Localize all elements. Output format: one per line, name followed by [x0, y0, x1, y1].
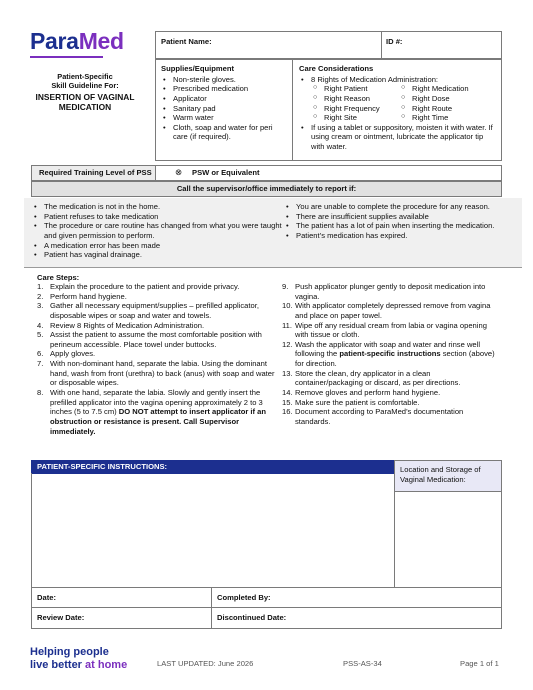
care-heading: Care Considerations [299, 64, 374, 73]
rights-right-list [401, 84, 469, 123]
guideline-title-block [20, 72, 150, 113]
report-item: • The medication is not in the home. [32, 202, 286, 212]
supplies-box [155, 59, 293, 161]
storage-label: Location and Storage of Vaginal Medication: [400, 465, 481, 484]
right-item: ○ Right Time [401, 113, 469, 123]
right-item: ○ Right Dose [401, 94, 469, 104]
right-item: ○ Right Patient [313, 84, 401, 94]
training-value-cell [155, 165, 502, 181]
date-label: Date: [37, 593, 56, 602]
report-item: • The patient has a lot of pain when inserting the medication. [284, 221, 509, 231]
supply-item: • Sanitary pad [161, 104, 288, 114]
review-date-label: Review Date: [37, 613, 85, 622]
care-step: 8. With one hand, separate the labia. Slowly and gently insert the prefilled applicator into the vagina opening approximately 2 to 3 inches (5 to 7.5 cm) DO NOT attempt to insert applicator if an obstruction or resistance is present. Call Supervisor immediately. [37, 388, 267, 436]
page-number: Page 1 of 1 [460, 659, 499, 668]
care-step: 5. Assist the patient to assume the most comfortable position with perineum accessible. Place towel under buttocks. [37, 330, 262, 349]
guideline-line2: Skill Guideline For: [51, 81, 119, 91]
care-steps-heading: Care Steps: [37, 273, 80, 282]
instructions-header-bar [31, 460, 395, 474]
right-item: ○ Right Frequency [313, 104, 401, 114]
right-item: ○ Right Medication [401, 84, 469, 94]
report-left-list [32, 202, 286, 260]
training-label-cell [31, 165, 156, 181]
skill-title-line2: MEDICATION [58, 102, 112, 113]
logo-med: Med [78, 28, 124, 54]
training-label: Required Training Level of PSS [39, 168, 152, 177]
right-item: ○ Right Site [313, 113, 401, 123]
report-item: • You are unable to complete the procedure for any reason. [284, 202, 509, 212]
supply-item: • Applicator [161, 94, 288, 104]
discontinued-date-field[interactable] [211, 607, 502, 629]
care-step: 15. Make sure the patient is comfortable. [282, 397, 420, 407]
care-step: 16. Document according to ParaMed’s documentation standards. [282, 407, 464, 426]
care-step: 7. With non-dominant hand, separate the labia. Using the dominant hand, wash from front (urethra) to back (anus) with soap and water or disposable wipes. [37, 359, 275, 388]
discontinued-date-label: Discontinued Date: [217, 613, 287, 622]
care-step: 3. Gather all necessary equipment/supplies – prefilled applicator, disposable wipes or soap and water and towels. [37, 301, 259, 320]
report-item: • There are insufficient supplies available [284, 212, 509, 222]
storage-text-area[interactable] [394, 491, 502, 588]
care-steps-left [37, 282, 277, 436]
care-step: 14. Remove gloves and perform hand hygiene. [282, 388, 441, 398]
report-item: • Patient’s medication has expired. [284, 231, 509, 241]
report-heading: Call the supervisor/office immediately to report if: [176, 184, 357, 193]
review-date-field[interactable] [31, 607, 212, 629]
report-conditions [24, 198, 522, 268]
care-considerations-box [292, 59, 502, 161]
report-right-list [284, 202, 509, 241]
care-tip: • If using a tablet or suppository, moisten it with water. If using cream or ointment, lubricate the applicator tip with water. [299, 123, 497, 152]
skill-title-line1: INSERTION OF VAGINAL [35, 91, 135, 102]
last-updated: LAST UPDATED: June 2026 [157, 659, 254, 668]
patient-name-field[interactable] [155, 31, 382, 59]
care-step: 4. Review 8 Rights of Medication Administration. [37, 320, 205, 330]
report-heading-bar [31, 181, 502, 197]
care-step: 6. Apply gloves. [37, 349, 96, 359]
supply-item: • Prescribed medication [161, 84, 288, 94]
care-steps-right [282, 282, 500, 427]
supply-item: • Warm water [161, 113, 288, 123]
logo-para: Para [30, 28, 79, 54]
logo-underline [30, 56, 103, 58]
guideline-line1: Patient-Specific [57, 72, 113, 81]
psw-check-icon: ⊗ [175, 167, 183, 177]
care-list [299, 75, 497, 152]
storage-label-cell [394, 460, 502, 492]
supply-item: • Non-sterile gloves. [161, 75, 288, 85]
completed-by-field[interactable] [211, 587, 502, 608]
care-step: 11. Wipe off any residual cream from labia or vagina opening with tissue or cloth. [282, 320, 487, 340]
supplies-list [161, 75, 288, 142]
tagline-line2: live better at home [30, 658, 128, 671]
care-step: 10. With applicator completely depressed remove from vagina and place on paper towel. [282, 301, 491, 320]
care-step: 12. Wash the applicator with soap and water and rinse well following the patient-specific instructions section (above) for direction. [282, 339, 495, 369]
training-value: PSW or Equivalent [192, 168, 260, 177]
care-step: 13. Store the clean, dry applicator in a clean container/packaging or discard, as per directions. [282, 368, 461, 388]
document-code: PSS-AS-34 [343, 659, 382, 668]
patient-id-label: ID #: [386, 37, 403, 46]
report-item: • Patient has vaginal drainage. [32, 250, 286, 260]
care-step: 9. Push applicator plunger gently to deposit medication into vagina. [282, 282, 486, 301]
supply-item: • Cloth, soap and water for peri care (if required). [161, 123, 288, 142]
report-item: • The procedure or care routine has changed from what you were taught and given permission to perform. [32, 221, 286, 240]
rights-title-text: 8 Rights of Medication Administration: [311, 74, 439, 84]
right-item: ○ Right Route [401, 104, 469, 114]
tagline-line1: Helping people [30, 646, 109, 658]
patient-name-label: Patient Name: [161, 37, 212, 46]
instructions-text-area[interactable] [31, 473, 395, 588]
date-field[interactable] [31, 587, 212, 608]
report-item: • Patient refuses to take medication [32, 212, 286, 222]
instructions-heading: PATIENT-SPECIFIC INSTRUCTIONS: [37, 462, 168, 471]
tagline [30, 646, 127, 671]
right-item: ○ Right Reason [313, 94, 401, 104]
paramed-logo [30, 30, 124, 53]
rights-title [299, 75, 497, 123]
care-step: 2. Perform hand hygiene. [37, 291, 127, 301]
rights-left-list [311, 84, 401, 123]
completed-by-label: Completed By: [217, 593, 271, 602]
care-step: 1. Explain the procedure to the patient and provide privacy. [37, 282, 240, 291]
patient-id-field[interactable] [381, 31, 502, 59]
supplies-heading: Supplies/Equipment [161, 64, 234, 73]
report-item: • A medication error has been made [32, 241, 286, 251]
